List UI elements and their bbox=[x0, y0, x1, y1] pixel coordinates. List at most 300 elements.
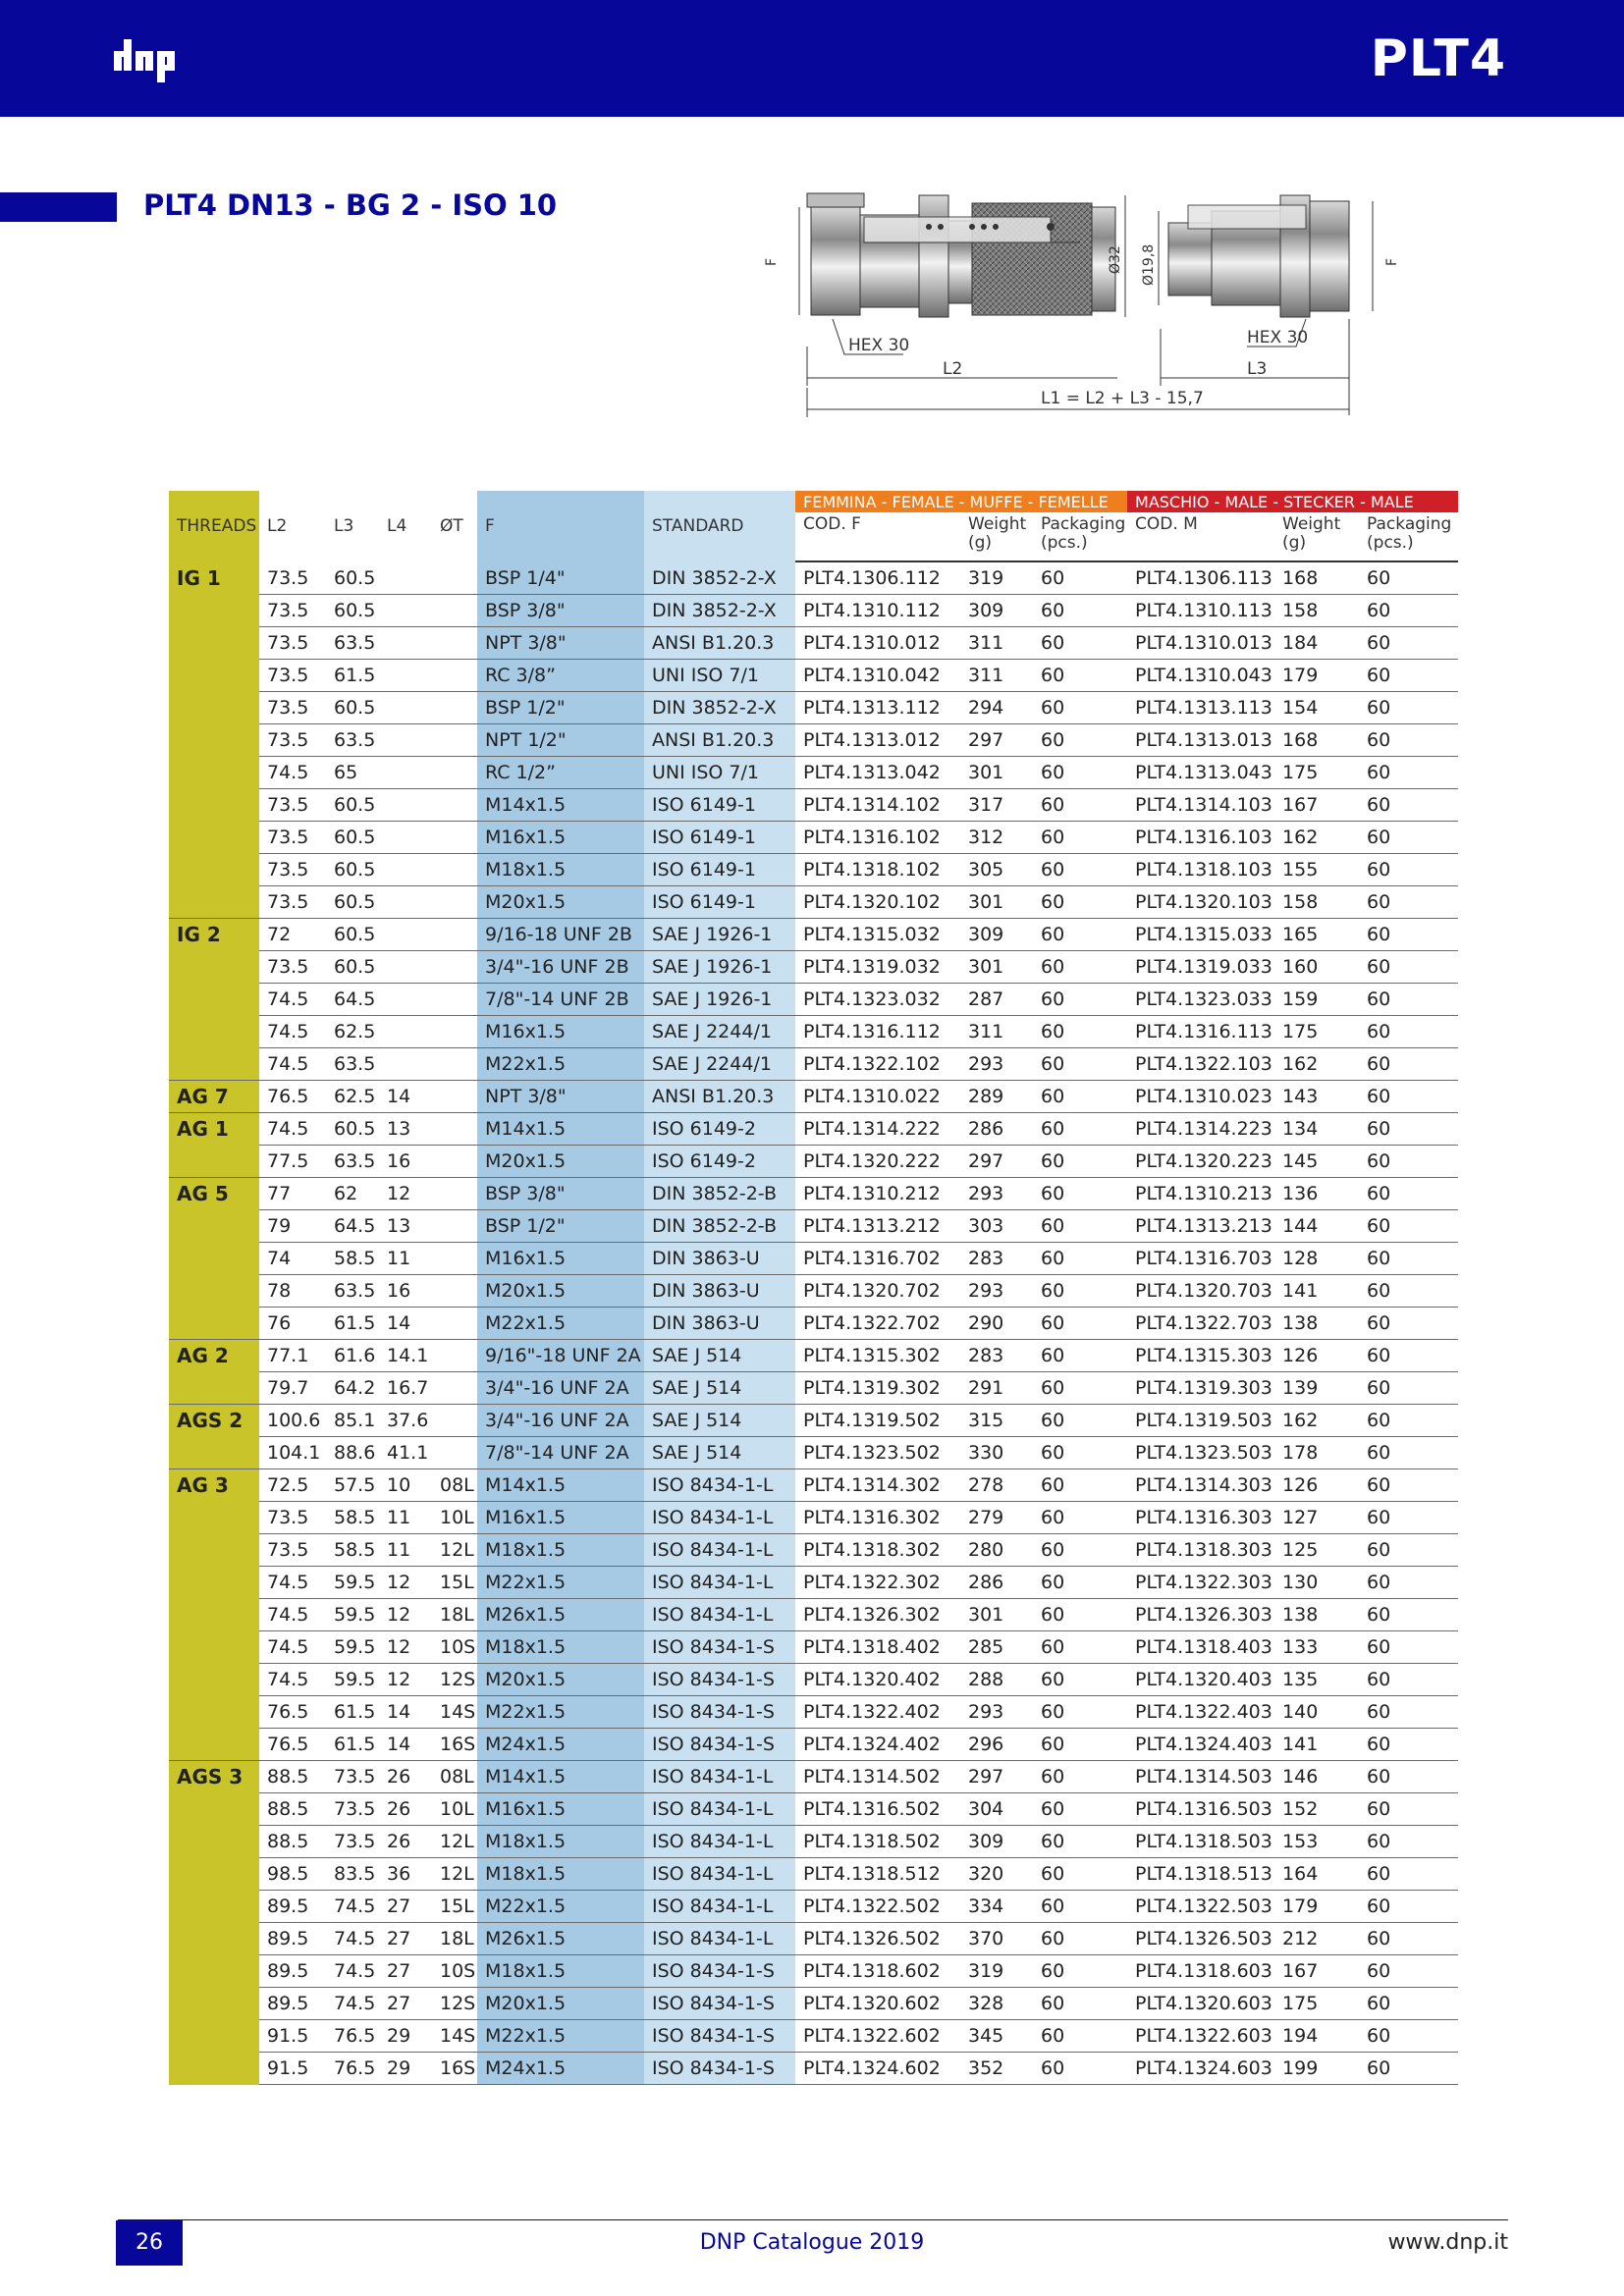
cell-pack-m: 60 bbox=[1359, 1567, 1458, 1599]
cell-l3: 61.5 bbox=[326, 1696, 379, 1729]
cell-threads: AGS 2 bbox=[169, 1405, 259, 1437]
cell-cod-m: PLT4.1320.103 bbox=[1127, 886, 1274, 919]
table-row bbox=[169, 886, 1458, 919]
cell-standard: UNI ISO 7/1 bbox=[644, 757, 795, 789]
cell-cod-f: PLT4.1315.302 bbox=[795, 1340, 960, 1372]
cell-cod-m: PLT4.1310.213 bbox=[1127, 1178, 1274, 1210]
cell-threads bbox=[169, 1858, 259, 1891]
cell-cod-m: PLT4.1318.603 bbox=[1127, 1955, 1274, 1988]
cell-threads: AG 1 bbox=[169, 1113, 259, 1146]
cell-t: 10L bbox=[432, 1502, 477, 1534]
cell-weight-f: 317 bbox=[960, 789, 1033, 822]
cell-pack-f: 60 bbox=[1033, 1826, 1127, 1858]
cell-t bbox=[432, 1178, 477, 1210]
cell-cod-m: PLT4.1322.603 bbox=[1127, 2020, 1274, 2053]
cell-f: M14x1.5 bbox=[477, 1113, 644, 1146]
cell-cod-f: PLT4.1314.222 bbox=[795, 1113, 960, 1146]
cell-t: 14S bbox=[432, 1696, 477, 1729]
cell-weight-f: 311 bbox=[960, 660, 1033, 692]
cell-pack-f: 60 bbox=[1033, 1275, 1127, 1308]
cell-weight-m: 168 bbox=[1274, 724, 1359, 757]
cell-threads bbox=[169, 1631, 259, 1664]
table-row bbox=[169, 2053, 1458, 2085]
cell-l2: 98.5 bbox=[259, 1858, 326, 1891]
cell-cod-f: PLT4.1319.032 bbox=[795, 951, 960, 984]
cell-weight-f: 311 bbox=[960, 627, 1033, 660]
cell-threads bbox=[169, 1534, 259, 1567]
cell-l4: 26 bbox=[379, 1793, 432, 1826]
cell-standard: ISO 8434-1-S bbox=[644, 2020, 795, 2053]
cell-f: M22x1.5 bbox=[477, 2020, 644, 2053]
cell-l4: 36 bbox=[379, 1858, 432, 1891]
cell-standard: ISO 8434-1-S bbox=[644, 2053, 795, 2085]
cell-l4: 11 bbox=[379, 1502, 432, 1534]
cell-weight-f: 309 bbox=[960, 919, 1033, 951]
cell-t bbox=[432, 627, 477, 660]
cell-cod-f: PLT4.1310.112 bbox=[795, 595, 960, 627]
cell-l4 bbox=[379, 854, 432, 886]
cell-f: M14x1.5 bbox=[477, 789, 644, 822]
cell-weight-m: 138 bbox=[1274, 1599, 1359, 1631]
cell-standard: ISO 6149-1 bbox=[644, 854, 795, 886]
cell-f: M16x1.5 bbox=[477, 1243, 644, 1275]
cell-weight-f: 304 bbox=[960, 1793, 1033, 1826]
cell-pack-f: 60 bbox=[1033, 1955, 1127, 1988]
cell-l4: 29 bbox=[379, 2020, 432, 2053]
cell-cod-f: PLT4.1313.212 bbox=[795, 1210, 960, 1243]
cell-threads bbox=[169, 1696, 259, 1729]
cell-standard: DIN 3852-2-B bbox=[644, 1178, 795, 1210]
cell-l3: 60.5 bbox=[326, 854, 379, 886]
cell-l4: 12 bbox=[379, 1631, 432, 1664]
cell-weight-f: 296 bbox=[960, 1729, 1033, 1761]
cell-l2: 76 bbox=[259, 1308, 326, 1340]
cell-cod-m: PLT4.1306.113 bbox=[1127, 561, 1274, 595]
cell-l4: 13 bbox=[379, 1210, 432, 1243]
cell-l4: 27 bbox=[379, 1988, 432, 2020]
cell-t bbox=[432, 1308, 477, 1340]
cell-l4: 14 bbox=[379, 1081, 432, 1113]
table-row bbox=[169, 1210, 1458, 1243]
cell-pack-f: 60 bbox=[1033, 1696, 1127, 1729]
table-row bbox=[169, 561, 1458, 595]
cell-l3: 83.5 bbox=[326, 1858, 379, 1891]
cell-weight-f: 289 bbox=[960, 1081, 1033, 1113]
cell-standard: DIN 3863-U bbox=[644, 1243, 795, 1275]
cell-cod-m: PLT4.1320.603 bbox=[1127, 1988, 1274, 2020]
cell-threads bbox=[169, 886, 259, 919]
cell-weight-m: 162 bbox=[1274, 1405, 1359, 1437]
table-row bbox=[169, 1891, 1458, 1923]
cell-pack-m: 60 bbox=[1359, 1405, 1458, 1437]
product-code: PLT4 bbox=[1370, 29, 1506, 88]
dim-d19: Ø19,8 bbox=[1141, 243, 1157, 286]
cell-weight-f: 301 bbox=[960, 757, 1033, 789]
cell-pack-m: 60 bbox=[1359, 1469, 1458, 1502]
cell-weight-m: 130 bbox=[1274, 1567, 1359, 1599]
cell-weight-f: 305 bbox=[960, 854, 1033, 886]
cell-l2: 73.5 bbox=[259, 561, 326, 595]
cell-l2: 89.5 bbox=[259, 1988, 326, 2020]
cell-weight-f: 293 bbox=[960, 1696, 1033, 1729]
cell-threads bbox=[169, 595, 259, 627]
cell-weight-m: 138 bbox=[1274, 1308, 1359, 1340]
cell-l3: 88.6 bbox=[326, 1437, 379, 1469]
dim-l2: L2 bbox=[943, 359, 963, 379]
cell-l3: 58.5 bbox=[326, 1502, 379, 1534]
table-row bbox=[169, 1826, 1458, 1858]
cell-threads: AGS 3 bbox=[169, 1761, 259, 1793]
cell-cod-m: PLT4.1318.403 bbox=[1127, 1631, 1274, 1664]
cell-standard: SAE J 514 bbox=[644, 1405, 795, 1437]
table-row bbox=[169, 692, 1458, 724]
cell-l4 bbox=[379, 561, 432, 595]
cell-cod-f: PLT4.1310.022 bbox=[795, 1081, 960, 1113]
cell-standard: DIN 3852-2-X bbox=[644, 595, 795, 627]
cell-l2: 73.5 bbox=[259, 692, 326, 724]
coupling-drawing bbox=[756, 182, 1483, 427]
cell-pack-f: 60 bbox=[1033, 1210, 1127, 1243]
cell-l2: 77 bbox=[259, 1178, 326, 1210]
cell-l3: 61.5 bbox=[326, 1729, 379, 1761]
cell-l2: 76.5 bbox=[259, 1729, 326, 1761]
cell-t bbox=[432, 1275, 477, 1308]
table-row bbox=[169, 757, 1458, 789]
cell-l3: 74.5 bbox=[326, 1923, 379, 1955]
cell-f: M18x1.5 bbox=[477, 1631, 644, 1664]
cell-f: NPT 3/8" bbox=[477, 627, 644, 660]
dim-d32: Ø32 bbox=[1108, 245, 1123, 274]
cell-l4: 12 bbox=[379, 1567, 432, 1599]
cell-l2: 73.5 bbox=[259, 660, 326, 692]
cell-threads bbox=[169, 984, 259, 1016]
cell-l2: 73.5 bbox=[259, 724, 326, 757]
cell-t: 12L bbox=[432, 1534, 477, 1567]
cell-weight-m: 126 bbox=[1274, 1340, 1359, 1372]
cell-standard: ISO 8434-1-L bbox=[644, 1891, 795, 1923]
cell-t bbox=[432, 951, 477, 984]
cell-l3: 60.5 bbox=[326, 595, 379, 627]
cell-pack-f: 60 bbox=[1033, 1599, 1127, 1631]
cell-cod-m: PLT4.1316.703 bbox=[1127, 1243, 1274, 1275]
cell-pack-m: 60 bbox=[1359, 692, 1458, 724]
cell-f: BSP 1/2" bbox=[477, 692, 644, 724]
cell-weight-m: 136 bbox=[1274, 1178, 1359, 1210]
cell-weight-m: 179 bbox=[1274, 1891, 1359, 1923]
cell-cod-f: PLT4.1320.102 bbox=[795, 886, 960, 919]
cell-cod-f: PLT4.1314.102 bbox=[795, 789, 960, 822]
cell-f: M22x1.5 bbox=[477, 1891, 644, 1923]
cell-cod-m: PLT4.1326.303 bbox=[1127, 1599, 1274, 1631]
header-t: ØT bbox=[440, 516, 463, 536]
cell-l2: 88.5 bbox=[259, 1761, 326, 1793]
cell-weight-m: 154 bbox=[1274, 692, 1359, 724]
cell-pack-f: 60 bbox=[1033, 627, 1127, 660]
cell-weight-f: 352 bbox=[960, 2053, 1033, 2085]
cell-l3: 73.5 bbox=[326, 1826, 379, 1858]
cell-l3: 60.5 bbox=[326, 1113, 379, 1146]
cell-cod-m: PLT4.1310.113 bbox=[1127, 595, 1274, 627]
cell-l3: 60.5 bbox=[326, 886, 379, 919]
cell-l4 bbox=[379, 822, 432, 854]
cell-l4: 27 bbox=[379, 1891, 432, 1923]
cell-pack-f: 60 bbox=[1033, 789, 1127, 822]
cell-pack-m: 60 bbox=[1359, 561, 1458, 595]
cell-cod-f: PLT4.1323.032 bbox=[795, 984, 960, 1016]
cell-standard: ANSI B1.20.3 bbox=[644, 724, 795, 757]
cell-threads: AG 3 bbox=[169, 1469, 259, 1502]
cell-weight-f: 303 bbox=[960, 1210, 1033, 1243]
cell-threads bbox=[169, 1146, 259, 1178]
cell-threads: IG 1 bbox=[169, 561, 259, 595]
cell-f: M26x1.5 bbox=[477, 1599, 644, 1631]
header-cod-m: COD. M bbox=[1127, 512, 1274, 561]
female-coupler-shape bbox=[807, 193, 1115, 317]
cell-l2: 73.5 bbox=[259, 886, 326, 919]
cell-cod-m: PLT4.1314.303 bbox=[1127, 1469, 1274, 1502]
website-link[interactable]: www.dnp.it bbox=[1387, 2230, 1508, 2255]
cell-l4 bbox=[379, 984, 432, 1016]
cell-t: 15L bbox=[432, 1891, 477, 1923]
cell-t bbox=[432, 595, 477, 627]
cell-f: M22x1.5 bbox=[477, 1048, 644, 1081]
hex-right-label: HEX 30 bbox=[1247, 328, 1309, 347]
cell-l2: 74.5 bbox=[259, 1599, 326, 1631]
header-bar bbox=[0, 0, 1624, 117]
table-row bbox=[169, 1178, 1458, 1210]
cell-cod-f: PLT4.1316.102 bbox=[795, 822, 960, 854]
cell-f: 9/16"-18 UNF 2A bbox=[477, 1340, 644, 1372]
cell-cod-m: PLT4.1313.113 bbox=[1127, 692, 1274, 724]
cell-standard: ISO 8434-1-S bbox=[644, 1729, 795, 1761]
cell-l2: 73.5 bbox=[259, 789, 326, 822]
table-row bbox=[169, 1469, 1458, 1502]
cell-cod-m: PLT4.1324.603 bbox=[1127, 2053, 1274, 2085]
cell-pack-m: 60 bbox=[1359, 1081, 1458, 1113]
cell-l3: 73.5 bbox=[326, 1761, 379, 1793]
cell-t: 12L bbox=[432, 1858, 477, 1891]
cell-l4: 26 bbox=[379, 1826, 432, 1858]
cell-standard: ISO 6149-1 bbox=[644, 886, 795, 919]
cell-l2: 73.5 bbox=[259, 1534, 326, 1567]
cell-threads bbox=[169, 822, 259, 854]
cell-l4: 37.6 bbox=[379, 1405, 432, 1437]
cell-pack-f: 60 bbox=[1033, 1113, 1127, 1146]
cell-weight-f: 345 bbox=[960, 2020, 1033, 2053]
cell-threads: AG 5 bbox=[169, 1178, 259, 1210]
cell-l2: 79.7 bbox=[259, 1372, 326, 1405]
cell-pack-m: 60 bbox=[1359, 1243, 1458, 1275]
cell-weight-m: 175 bbox=[1274, 1016, 1359, 1048]
cell-pack-f: 60 bbox=[1033, 2053, 1127, 2085]
cell-f: M22x1.5 bbox=[477, 1308, 644, 1340]
cell-pack-f: 60 bbox=[1033, 1081, 1127, 1113]
cell-standard: DIN 3863-U bbox=[644, 1308, 795, 1340]
cell-pack-f: 60 bbox=[1033, 660, 1127, 692]
cell-t: 08L bbox=[432, 1469, 477, 1502]
cell-l4 bbox=[379, 886, 432, 919]
cell-weight-m: 168 bbox=[1274, 561, 1359, 595]
cell-threads bbox=[169, 627, 259, 660]
cell-t bbox=[432, 886, 477, 919]
cell-weight-m: 128 bbox=[1274, 1243, 1359, 1275]
cell-l2: 89.5 bbox=[259, 1891, 326, 1923]
cell-t bbox=[432, 789, 477, 822]
cell-cod-m: PLT4.1313.043 bbox=[1127, 757, 1274, 789]
table-row bbox=[169, 1955, 1458, 1988]
cell-pack-m: 60 bbox=[1359, 854, 1458, 886]
cell-weight-f: 301 bbox=[960, 886, 1033, 919]
cell-l2: 88.5 bbox=[259, 1826, 326, 1858]
cell-l4 bbox=[379, 660, 432, 692]
cell-cod-f: PLT4.1322.402 bbox=[795, 1696, 960, 1729]
cell-f: M18x1.5 bbox=[477, 1858, 644, 1891]
cell-threads bbox=[169, 1826, 259, 1858]
table-row bbox=[169, 1696, 1458, 1729]
cell-l4: 14 bbox=[379, 1729, 432, 1761]
table-row bbox=[169, 1534, 1458, 1567]
cell-cod-m: PLT4.1320.703 bbox=[1127, 1275, 1274, 1308]
cell-pack-m: 60 bbox=[1359, 886, 1458, 919]
cell-l3: 59.5 bbox=[326, 1567, 379, 1599]
cell-cod-m: PLT4.1324.403 bbox=[1127, 1729, 1274, 1761]
cell-cod-f: PLT4.1319.302 bbox=[795, 1372, 960, 1405]
cell-f: 7/8"-14 UNF 2B bbox=[477, 984, 644, 1016]
table-row bbox=[169, 1567, 1458, 1599]
header-female-group: FEMMINA - FEMALE - MUFFE - FEMELLE bbox=[795, 491, 1127, 512]
cell-weight-f: 293 bbox=[960, 1178, 1033, 1210]
cell-f: BSP 3/8" bbox=[477, 1178, 644, 1210]
cell-cod-f: PLT4.1320.402 bbox=[795, 1664, 960, 1696]
cell-l4: 14.1 bbox=[379, 1340, 432, 1372]
cell-l3: 60.5 bbox=[326, 919, 379, 951]
cell-threads bbox=[169, 1955, 259, 1988]
cell-t: 16S bbox=[432, 1729, 477, 1761]
cell-l2: 73.5 bbox=[259, 822, 326, 854]
cell-standard: DIN 3852-2-B bbox=[644, 1210, 795, 1243]
cell-threads bbox=[169, 1210, 259, 1243]
table-row bbox=[169, 1243, 1458, 1275]
header-f: F bbox=[477, 491, 644, 561]
cell-cod-m: PLT4.1318.303 bbox=[1127, 1534, 1274, 1567]
cell-pack-m: 60 bbox=[1359, 2020, 1458, 2053]
cell-cod-f: PLT4.1314.502 bbox=[795, 1761, 960, 1793]
cell-pack-f: 60 bbox=[1033, 595, 1127, 627]
cell-cod-f: PLT4.1318.402 bbox=[795, 1631, 960, 1664]
table-row bbox=[169, 854, 1458, 886]
cell-l4 bbox=[379, 595, 432, 627]
cell-weight-m: 160 bbox=[1274, 951, 1359, 984]
cell-l4: 16 bbox=[379, 1146, 432, 1178]
cell-l4: 10 bbox=[379, 1469, 432, 1502]
cell-l4: 27 bbox=[379, 1955, 432, 1988]
cell-cod-m: PLT4.1326.503 bbox=[1127, 1923, 1274, 1955]
cell-weight-m: 164 bbox=[1274, 1858, 1359, 1891]
table-body bbox=[169, 561, 1458, 2085]
cell-threads bbox=[169, 1243, 259, 1275]
cell-weight-f: 288 bbox=[960, 1664, 1033, 1696]
cell-l3: 63.5 bbox=[326, 724, 379, 757]
cell-f: 7/8"-14 UNF 2A bbox=[477, 1437, 644, 1469]
cell-cod-f: PLT4.1322.302 bbox=[795, 1567, 960, 1599]
cell-l2: 74.5 bbox=[259, 984, 326, 1016]
table-row bbox=[169, 595, 1458, 627]
cell-pack-f: 60 bbox=[1033, 1502, 1127, 1534]
cell-weight-m: 152 bbox=[1274, 1793, 1359, 1826]
cell-weight-f: 286 bbox=[960, 1113, 1033, 1146]
cell-f: BSP 1/2" bbox=[477, 1210, 644, 1243]
cell-l4: 16 bbox=[379, 1275, 432, 1308]
cell-t: 10L bbox=[432, 1793, 477, 1826]
cell-pack-m: 60 bbox=[1359, 1146, 1458, 1178]
cell-t bbox=[432, 1146, 477, 1178]
cell-t: 15L bbox=[432, 1567, 477, 1599]
section-marker bbox=[0, 192, 117, 222]
cell-l2: 72 bbox=[259, 919, 326, 951]
cell-standard: DIN 3852-2-X bbox=[644, 561, 795, 595]
cell-cod-f: PLT4.1322.702 bbox=[795, 1308, 960, 1340]
cell-l2: 79 bbox=[259, 1210, 326, 1243]
cell-threads bbox=[169, 789, 259, 822]
cell-threads bbox=[169, 1923, 259, 1955]
cell-l4 bbox=[379, 1016, 432, 1048]
cell-pack-f: 60 bbox=[1033, 1631, 1127, 1664]
cell-pack-m: 60 bbox=[1359, 1340, 1458, 1372]
cell-standard: SAE J 514 bbox=[644, 1437, 795, 1469]
cell-l2: 73.5 bbox=[259, 627, 326, 660]
cell-l2: 74.5 bbox=[259, 1113, 326, 1146]
cell-standard: UNI ISO 7/1 bbox=[644, 660, 795, 692]
cell-pack-m: 60 bbox=[1359, 1016, 1458, 1048]
dim-l1: L1 = L2 + L3 - 15,7 bbox=[1041, 389, 1204, 408]
cell-l3: 59.5 bbox=[326, 1599, 379, 1631]
cell-l3: 62 bbox=[326, 1178, 379, 1210]
cell-pack-m: 60 bbox=[1359, 984, 1458, 1016]
cell-pack-f: 60 bbox=[1033, 1469, 1127, 1502]
header-male-group: MASCHIO - MALE - STECKER - MALE bbox=[1127, 491, 1458, 512]
cell-weight-m: 184 bbox=[1274, 627, 1359, 660]
cell-weight-m: 139 bbox=[1274, 1372, 1359, 1405]
cell-pack-m: 60 bbox=[1359, 757, 1458, 789]
cell-l3: 60.5 bbox=[326, 789, 379, 822]
cell-t bbox=[432, 1048, 477, 1081]
cell-t: 14S bbox=[432, 2020, 477, 2053]
cell-t: 12S bbox=[432, 1664, 477, 1696]
cell-pack-m: 60 bbox=[1359, 595, 1458, 627]
cell-t bbox=[432, 919, 477, 951]
cell-pack-m: 60 bbox=[1359, 1988, 1458, 2020]
cell-l3: 58.5 bbox=[326, 1534, 379, 1567]
cell-t: 08L bbox=[432, 1761, 477, 1793]
cell-l4 bbox=[379, 919, 432, 951]
header-cod-f: COD. F bbox=[795, 512, 960, 561]
cell-standard: ISO 8434-1-L bbox=[644, 1502, 795, 1534]
header-l4: L4 bbox=[387, 516, 407, 536]
cell-pack-m: 60 bbox=[1359, 1599, 1458, 1631]
cell-f: M16x1.5 bbox=[477, 1502, 644, 1534]
header-pack-f: Packaging (pcs.) bbox=[1033, 512, 1127, 561]
table-row bbox=[169, 660, 1458, 692]
cell-l3: 62.5 bbox=[326, 1081, 379, 1113]
table-row bbox=[169, 1761, 1458, 1793]
table-row bbox=[169, 724, 1458, 757]
cell-pack-f: 60 bbox=[1033, 1858, 1127, 1891]
cell-weight-f: 294 bbox=[960, 692, 1033, 724]
cell-cod-m: PLT4.1322.703 bbox=[1127, 1308, 1274, 1340]
cell-pack-f: 60 bbox=[1033, 1243, 1127, 1275]
cell-pack-f: 60 bbox=[1033, 886, 1127, 919]
cell-pack-m: 60 bbox=[1359, 1891, 1458, 1923]
